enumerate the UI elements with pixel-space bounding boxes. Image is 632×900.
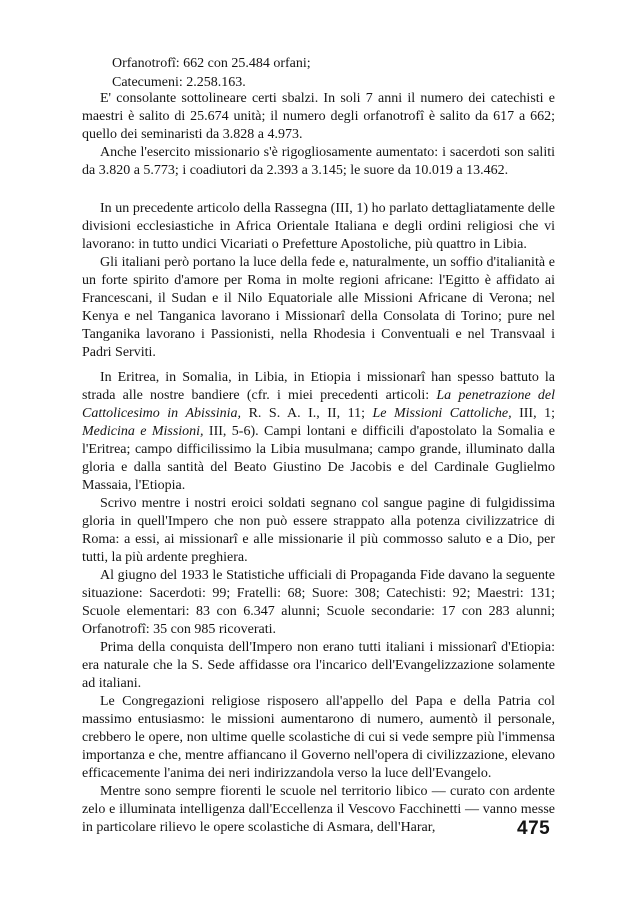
page-number: 475 — [517, 818, 551, 839]
paragraph: E' consolante sottolineare certi sbalzi. In soli 7 anni il numero dei catechisti e maestri è salito di 25.674 unità; il numero degli orfanotrofî è salito da 617 a 662; quello dei seminaristi da 3.828 a 4.973. — [82, 91, 555, 142]
article-reference: Le Missioni Cattoliche, — [372, 406, 512, 421]
section-growth — [82, 90, 555, 180]
article-reference: Medicina e Missioni, — [82, 424, 204, 439]
text-run: III, 5-6). Campi lontani e difficili d'apostolato la Somalia e l'Eritrea; campo difficilissimo la Libia musulmana; campo grande, illuminato dalla gloria e dalla santità del Beato Giustino De Jacobis e del Cardinale Guglielmo Massaia, l'Etiopia. — [82, 424, 555, 493]
paragraph — [82, 369, 555, 495]
paragraph: Anche l'esercito missionario s'è rigogliosamente aumentato: i sacerdoti son saliti da 3.820 a 5.773; i coadiutori da 2.393 a 3.145; le suore da 10.019 a 13.462. — [82, 145, 555, 178]
section-east-africa — [82, 369, 555, 837]
article-reference: La penetrazione del Cattolicesimo in Abissinia, — [82, 388, 555, 421]
stat-catechumens: Catecumeni: 2.258.163. — [112, 75, 246, 90]
stat-orphanages: Orfanotrofî: 662 con 25.484 orfani; — [112, 56, 311, 71]
paragraph: Prima della conquista dell'Impero non erano tutti italiani i missionarî d'Etiopia: era naturale che la S. Sede affidasse ora l'incarico dell'Evangelizzazione solamente ad italiani. — [82, 640, 555, 691]
text-run: R. S. A. I., II, 11; — [241, 406, 373, 421]
text-run: In Eritrea, in Somalia, in Libia, in Etiopia i missionarî han spesso battuto la strada alle nostre bandiere (cfr. i miei precedenti articoli: — [82, 370, 555, 403]
paragraph: Scrivo mentre i nostri eroici soldati segnano col sangue pagine di fulgidissima gloria in quell'Impero che non può essere strappato alla potenza civilizzatrice di Roma: a essi, ai missionarî e alle missionarie il più commosso saluto e a Dio, per tutti, la più ardente preghiera. — [82, 496, 555, 565]
paragraph: Al giugno del 1933 le Statistiche ufficiali di Propaganda Fide davano la seguente situazione: Sacerdoti: 99; Fratelli: 68; Suore: 308; Catechisti: 92; Maestri: 131; Scuole elementari: 83 con 6.347 alunni; Scuole secondarie: 17 con 283 alunni; Orfanotrofî: 35 con 985 ricoverati. — [82, 568, 555, 637]
paragraph: In un precedente articolo della Rassegna (III, 1) ho parlato dettagliatamente delle divisioni ecclesiastiche in Africa Orientale Italiana e degli ordini religiosi che vi lavorano: in tutto undici Vicariati o Prefetture Apostoliche, più quattro in Libia. — [82, 201, 555, 252]
paragraph: Le Congregazioni religiose risposero all'appello del Papa e della Patria col massimo entusiasmo: le missioni aumentarono di numero, aumentò il personale, crebbero le opere, non ultime quelle scolastiche di cui si vede sempre più l'immensa importanza e che, mentre affiancano il Governo nell'opera di civilizzazione, elevano efficacemente l'anima dei neri indirizzandola verso la luce dell'Evangelo. — [82, 694, 555, 781]
text-run: III, 1; — [511, 406, 555, 421]
section-missions-africa — [82, 200, 555, 362]
statistics-list — [112, 54, 311, 92]
paragraph: Gli italiani però portano la luce della fede e, naturalmente, un soffio d'italianità e un forte spirito d'amore per Roma in molte regioni africane: l'Egitto è affidato ai Francescani, il Sudan e il Nilo Equatoriale alle Missioni Africane di Verona; nel Kenya e nel Tanganica lavorano i Missionarî della Consolata di Torino; pure nel Tanganika lavorano i Passionisti, nella Rhodesia i Conventuali e nel Transvaal i Padri Serviti. — [82, 255, 555, 360]
paragraph: Mentre sono sempre fiorenti le scuole nel territorio libico — curato con ardente zelo e illuminata intelligenza dall'Eccellenza il Vescovo Facchinetti — vanno messe in particolare rilievo le opere scolastiche di Asmara, dell'Harar, — [82, 784, 555, 835]
